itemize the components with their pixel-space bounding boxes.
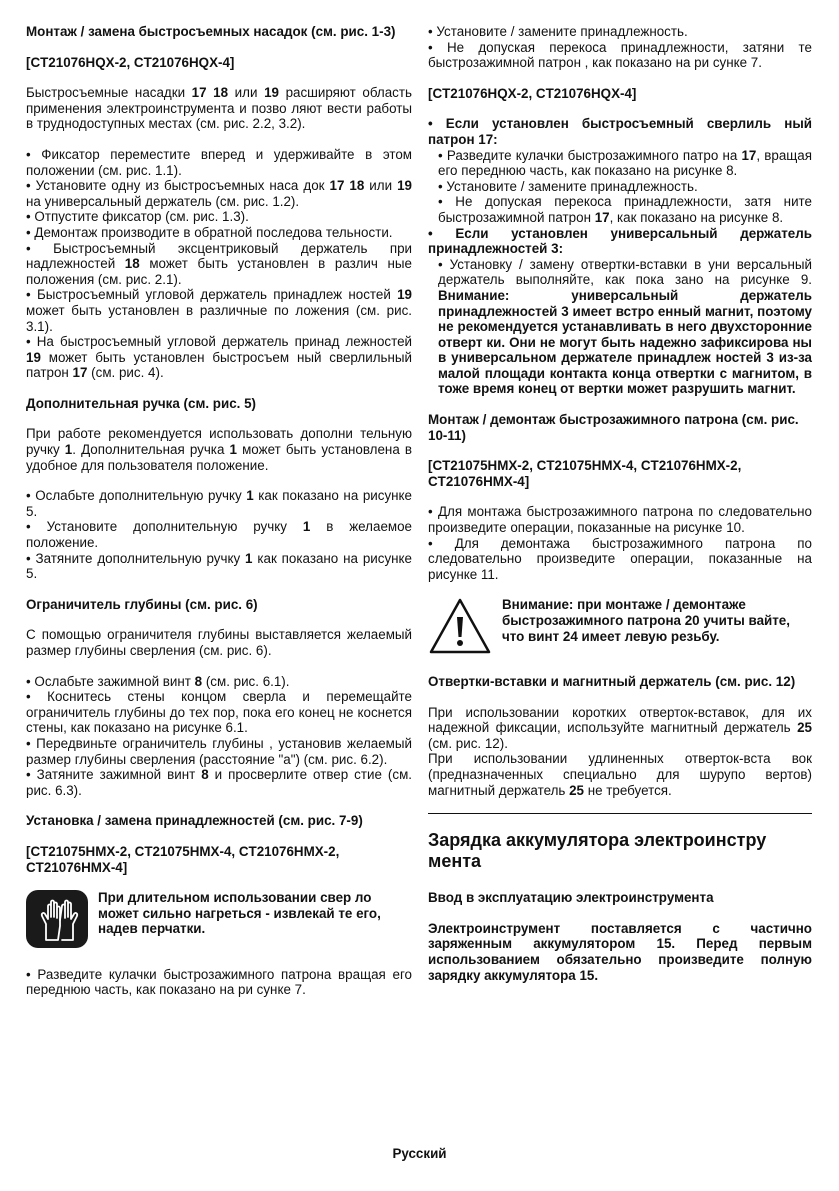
bullet: • Установите одну из быстросъемных наса док 17 18 или 19 на универсальный держатель (см. рис. 1.2). (26, 178, 412, 209)
paragraph: При работе рекомендуется использовать дополни тельную ручку 1. Дополнительная ручка 1 может быть установлена в удобное для пользователя положение. (26, 426, 412, 473)
bullet: • Демонтаж производите в обратной последова тельности. (26, 224, 393, 240)
bullet: • Быстросъемный угловой держатель принадлеж ностей 19 может быть установлен в различные по ложения (см. рис. 3.1). (26, 287, 412, 334)
section-divider (428, 813, 812, 814)
bullet: • Для монтажа быстрозажимного патрона по следовательно произведите операции, показанные на рисунке 10. (428, 504, 812, 536)
left-thread-warning-text: Внимание: при монтаже / демонтаже быстрозажимного патрона 20 учиты вайте, что винт 24 имеет левую резьбу. (502, 597, 790, 644)
heading-commissioning: Ввод в эксплуатацию электроинструмента (428, 890, 714, 906)
section-title-charging: Зарядка аккумулятора электроинстру мента (428, 830, 767, 872)
paragraph: При использовании коротких отверток-вставок, для их надежной фиксации, используйте магнитный держатель 25 (см. рис. 12). (428, 704, 812, 751)
bullet: • Ослабьте дополнительную ручку 1 как показано на рисунке 5. (26, 488, 412, 519)
bullet-bold: • Если установлен быстросъемный сверлиль ный патрон 17: (428, 116, 812, 147)
heading-depth-stop: Ограничитель глубины (см. рис. 6) (26, 596, 258, 612)
sub-bullet: • Установку / замену отвертки-вставки в уни версальный держатель выполняйте, как пока зано на рисунке 9. Внимание: универсальный держатель принадлежностей 3 имеет встро енный магнит, поэтому не рекомендуется устанавливать в него двухсторонние отверт ки. Они не могут быть надежно зафиксирова ны в универсальном держателе принадлеж ностей 3 из-за малой площади контакта конца отвертки с магнитом, в тоже время конец от вертки может разрушить магнит. (438, 256, 812, 397)
bullet: • Разведите кулачки быстрозажимного патрона вращая его переднюю часть, как показано на ри сунке 7. (26, 966, 412, 998)
heading-chuck-mount: Монтаж / демонтаж быстрозажимного патрона (см. рис. 10-11) (428, 412, 799, 443)
bullet: • Установите дополнительную ручку 1 в желаемое положение. (26, 519, 412, 551)
bullet: • Коснитесь стены концом сверла и перемещайте ограничитель глубины до тех пор, пока его конец не коснется стены, как показано на рисунке 6.1. (26, 689, 412, 736)
bullet: • Передвиньте ограничитель глубины , установив желаемый размер глубины сверления (расстояние "a") (см. рис. 6.2). (26, 735, 412, 767)
bullet: • Фиксатор переместите вперед и удерживайте в этом положении (см. рис. 1.1). (26, 146, 412, 178)
bullet: • Затяните дополнительную ручку 1 как показано на рисунке 5. (26, 550, 412, 582)
models-label: [CT21076HQX-2, CT21076HQX-4] (26, 54, 235, 70)
models-label: [CT21076HQX-2, CT21076HQX-4] (428, 85, 637, 101)
bullet: • Быстросъемный эксцентриковый держатель при надлежностей 18 может быть установлен в различ ные положения (см. рис. 2.1). (26, 240, 412, 287)
bullet: • Для демонтажа быстрозажимного патрона по следовательно произведите операции, показанные на рисунке 11. (428, 535, 812, 582)
gloves-warning-text: При длительном использовании свер ло может сильно нагреться - извлекай те его, надев перчатки. (98, 890, 381, 937)
bullet: • Ослабьте зажимной винт 8 (см. рис. 6.1). (26, 673, 290, 689)
bullet: • Затяните зажимной винт 8 и просверлите отвер стие (см. рис. 6.3). (26, 767, 412, 798)
paragraph: При использовании удлиненных отверток-вста вок (предназначенных специально для шурупо вертов) магнитный держатель 25 не требуется. (428, 751, 812, 798)
models-label: [CT21075HMX-2, CT21075HMX-4, CT21076HMX-2, CT21076HMX-4] (428, 458, 742, 489)
heading-quick-change-attachments: Монтаж / замена быстросъемных насадок (см. рис. 1-3) (26, 24, 396, 39)
bullet: • Установите / замените принадлежность. (428, 24, 688, 39)
bullet-bold: • Если установлен универсальный держатель принадлежностей 3: (428, 225, 812, 257)
heading-auxiliary-handle: Дополнительная ручка (см. рис. 5) (26, 395, 257, 411)
bullet: • Отпустите фиксатор (см. рис. 1.3). (26, 209, 249, 225)
warning-triangle-icon (428, 597, 492, 659)
gloves-warning (26, 890, 412, 952)
paragraph: Быстросъемные насадки 17 18 или 19 расширяют область применения электроинструмента и позво ляют вести работы в труднодоступных местах (см. рис. 2.2, 3.2). (26, 85, 412, 132)
sub-bullet: • Разведите кулачки быстрозажимного патро на 17, вращая его переднюю часть, как показано на рисунке 8. (438, 147, 812, 179)
heading-magnetic-holder: Отвертки-вставки и магнитный держатель (см. рис. 12) (428, 674, 796, 689)
gloves-icon (26, 890, 88, 952)
models-label: [CT21075HMX-2, CT21075HMX-4, CT21076HMX-2, CT21076HMX-4] (26, 843, 340, 875)
paragraph-bold: Электроинструмент поставляется с частично заряженным аккумулятором 15. Перед первым использованием обязательно произведите полную зарядку аккумулятора 15. (428, 920, 812, 983)
left-column (26, 24, 412, 1013)
bullet: • Не допуская перекоса принадлежности, затяни те быстрозажимной патрон , как показано на ри сунке 7. (428, 39, 812, 71)
bullet: • На быстросъемный угловой держатель принад лежностей 19 может быть установлен быстросъем ный сверлильный патрон 17 (см. рис. 4). (26, 334, 412, 381)
paragraph: С помощью ограничителя глубины выставляется желаемый размер глубины сверления (см. рис. 6). (26, 627, 412, 658)
sub-bullet: • Установите / замените принадлежность. (438, 178, 698, 194)
left-thread-warning (428, 597, 812, 659)
heading-install-accessories: Установка / замена принадлежностей (см. рис. 7-9) (26, 813, 363, 829)
right-column (428, 24, 812, 998)
page-footer-language: Русский (392, 1146, 447, 1161)
sub-bullet: • Не допуская перекоса принадлежности, затя ните быстрозажимной патрон 17, как показано на рисунке 8. (438, 194, 812, 225)
